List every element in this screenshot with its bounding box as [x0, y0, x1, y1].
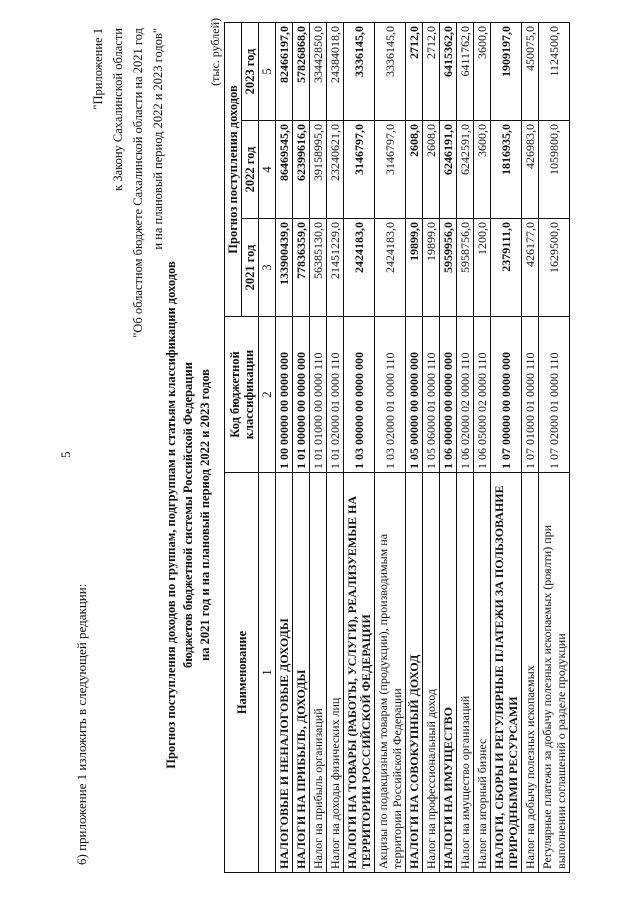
cell-code: 1 07 01000 01 0000 110: [522, 317, 539, 473]
revenue-table: [224, 22, 570, 873]
cell-name: Налог на профессиональный доход: [423, 473, 440, 873]
cell-2022: 3146797,0: [375, 121, 406, 219]
table-row: [327, 22, 344, 872]
cell-2021: 21451229,0: [327, 219, 344, 317]
cell-code: 1 01 02000 01 0000 110: [327, 317, 344, 473]
appendix-line: "Об областном бюджете Сахалинской области на 2021 год: [131, 28, 145, 338]
title-line: на 2021 год и на плановый период 2022 и 2023 годов: [198, 369, 212, 661]
cell-2023: 24384018,0: [327, 22, 344, 120]
cell-2023: 3336145,0: [375, 22, 406, 120]
cell-2021: 2424183,0: [375, 219, 406, 317]
appendix-header: [88, 28, 168, 338]
cell-name: Налог на имущество организаций: [457, 473, 474, 873]
cell-code: 1 05 00000 00 0000 000: [406, 317, 423, 473]
document-title: [163, 235, 214, 795]
cell-2023: 6411762,0: [457, 22, 474, 120]
table-row: [522, 22, 539, 872]
cell-name: НАЛОГИ НА ТОВАРЫ (РАБОТЫ, УСЛУГИ), РЕАЛИЗУЕМЫЕ НА ТЕРРИТОРИИ РОССИЙСКОЙ ФЕДЕРАЦИИ: [344, 473, 375, 873]
table-header-row: [225, 22, 242, 872]
table-row: [491, 22, 522, 872]
header-forecast: Прогноз поступления доходов: [225, 22, 242, 316]
cell-2022: 3600,0: [474, 121, 491, 219]
title-line: Прогноз поступления доходов по группам, подгруппам и статьям классификации доходов: [164, 261, 178, 769]
cell-2021: 1200,0: [474, 219, 491, 317]
cell-2023: 450075,0: [522, 22, 539, 120]
header-code: Код бюджетной классификации: [225, 317, 259, 473]
cell-code: 1 05 06000 01 0000 110: [423, 317, 440, 473]
column-number: 1: [259, 473, 276, 873]
cell-name: НАЛОГИ НА СОВОКУПНЫЙ ДОХОД: [406, 473, 423, 873]
cell-code: 1 06 05000 02 0000 110: [474, 317, 491, 473]
cell-code: 1 07 00000 00 0000 000: [491, 317, 522, 473]
cell-2022: 39158995,0: [310, 121, 327, 219]
cell-name: Регулярные платежи за добычу полезных ископаемых (роялти) при выполнении соглашений о разделе продукции: [539, 473, 570, 873]
cell-name: НАЛОГИ, СБОРЫ И РЕГУЛЯРНЫЕ ПЛАТЕЖИ ЗА ПОЛЬЗОВАНИЕ ПРИРОДНЫМИ РЕСУРСАМИ: [491, 473, 522, 873]
cell-code: 1 07 02000 01 0000 110: [539, 317, 570, 473]
table-row: [406, 22, 423, 872]
cell-2022: 62399616,0: [293, 121, 310, 219]
header-year-2023: 2023 год: [242, 22, 259, 120]
cell-2023: 2712,0: [423, 22, 440, 120]
cell-2022: 6242591,0: [457, 121, 474, 219]
cell-2022: 2608,0: [406, 121, 423, 219]
column-number: 4: [259, 121, 276, 219]
cell-2021: 19899,0: [423, 219, 440, 317]
cell-2022: 86469545,0: [276, 121, 293, 219]
cell-2023: 1124500,0: [539, 22, 570, 120]
cell-2022: 6246191,0: [440, 121, 457, 219]
cell-code: 1 03 00000 00 0000 000: [344, 317, 375, 473]
cell-2021: 133900439,0: [276, 219, 293, 317]
cell-code: 1 06 00000 00 0000 000: [440, 317, 457, 473]
cell-code: 1 01 00000 00 0000 000: [293, 317, 310, 473]
cell-name: Налог на игорный бизнес: [474, 473, 491, 873]
cell-code: 1 00 00000 00 0000 000: [276, 317, 293, 473]
unit-label: (тыс. рублей): [208, 18, 222, 86]
intro-text: 6) приложение 1 изложить в следующей редакции:: [74, 583, 89, 865]
cell-2022: 3146797,0: [344, 121, 375, 219]
cell-2021: 5958756,0: [457, 219, 474, 317]
cell-name: Налог на добычу полезных ископаемых: [522, 473, 539, 873]
header-name: Наименование: [225, 473, 259, 873]
cell-2023: 3600,0: [474, 22, 491, 120]
cell-2022: 426983,0: [522, 121, 539, 219]
cell-2023: 2712,0: [406, 22, 423, 120]
cell-2023: 82466197,0: [276, 22, 293, 120]
page-number: 5: [58, 451, 73, 458]
header-year-2021: 2021 год: [242, 219, 259, 317]
table-row: [457, 22, 474, 872]
cell-2022: 1059800,0: [539, 121, 570, 219]
title-line: бюджетов бюджетной системы Российской Федерации: [181, 362, 195, 668]
table-row: [423, 22, 440, 872]
cell-2023: 1909197,0: [491, 22, 522, 120]
appendix-line: "Приложение 1: [91, 28, 105, 110]
cell-2021: 2379111,0: [491, 219, 522, 317]
table-row: [344, 22, 375, 872]
appendix-line: и на плановый период 2022 и 2023 годов": [151, 28, 165, 250]
cell-name: Акцизы по подакцизным товарам (продукции), производимым на территории Российской Федерации: [375, 473, 406, 873]
table-row: [310, 22, 327, 872]
cell-code: 1 03 02000 01 0000 110: [375, 317, 406, 473]
cell-code: 1 06 02000 02 0000 110: [457, 317, 474, 473]
cell-2022: 23240621,0: [327, 121, 344, 219]
cell-name: Налог на доходы физических лиц: [327, 473, 344, 873]
column-number-row: [259, 22, 276, 872]
table-row: [375, 22, 406, 872]
cell-2021: 5959956,0: [440, 219, 457, 317]
cell-name: Налог на прибыль организаций: [310, 473, 327, 873]
cell-name: НАЛОГИ НА ИМУЩЕСТВО: [440, 473, 457, 873]
column-number: 3: [259, 219, 276, 317]
cell-2023: 57826868,0: [293, 22, 310, 120]
cell-2023: 6415362,0: [440, 22, 457, 120]
cell-2021: 56385130,0: [310, 219, 327, 317]
table-row: [276, 22, 293, 872]
cell-2021: 77836359,0: [293, 219, 310, 317]
table-row: [474, 22, 491, 872]
cell-code: 1 01 01000 00 0000 110: [310, 317, 327, 473]
cell-2021: 2424183,0: [344, 219, 375, 317]
cell-2021: 1629500,0: [539, 219, 570, 317]
cell-2023: 3336145,0: [344, 22, 375, 120]
cell-2022: 1816935,0: [491, 121, 522, 219]
cell-2021: 19899,0: [406, 219, 423, 317]
table-row: [539, 22, 570, 872]
column-number: 2: [259, 317, 276, 473]
header-year-2022: 2022 год: [242, 121, 259, 219]
column-number: 5: [259, 22, 276, 120]
cell-name: НАЛОГОВЫЕ И НЕНАЛОГОВЫЕ ДОХОДЫ: [276, 473, 293, 873]
table-row: [293, 22, 310, 872]
table-row: [440, 22, 457, 872]
cell-name: НАЛОГИ НА ПРИБЫЛЬ, ДОХОДЫ: [293, 473, 310, 873]
appendix-line: к Закону Сахалинской области: [111, 28, 125, 191]
cell-2023: 33442850,0: [310, 22, 327, 120]
cell-2022: 2608,0: [423, 121, 440, 219]
cell-2021: 426177,0: [522, 219, 539, 317]
